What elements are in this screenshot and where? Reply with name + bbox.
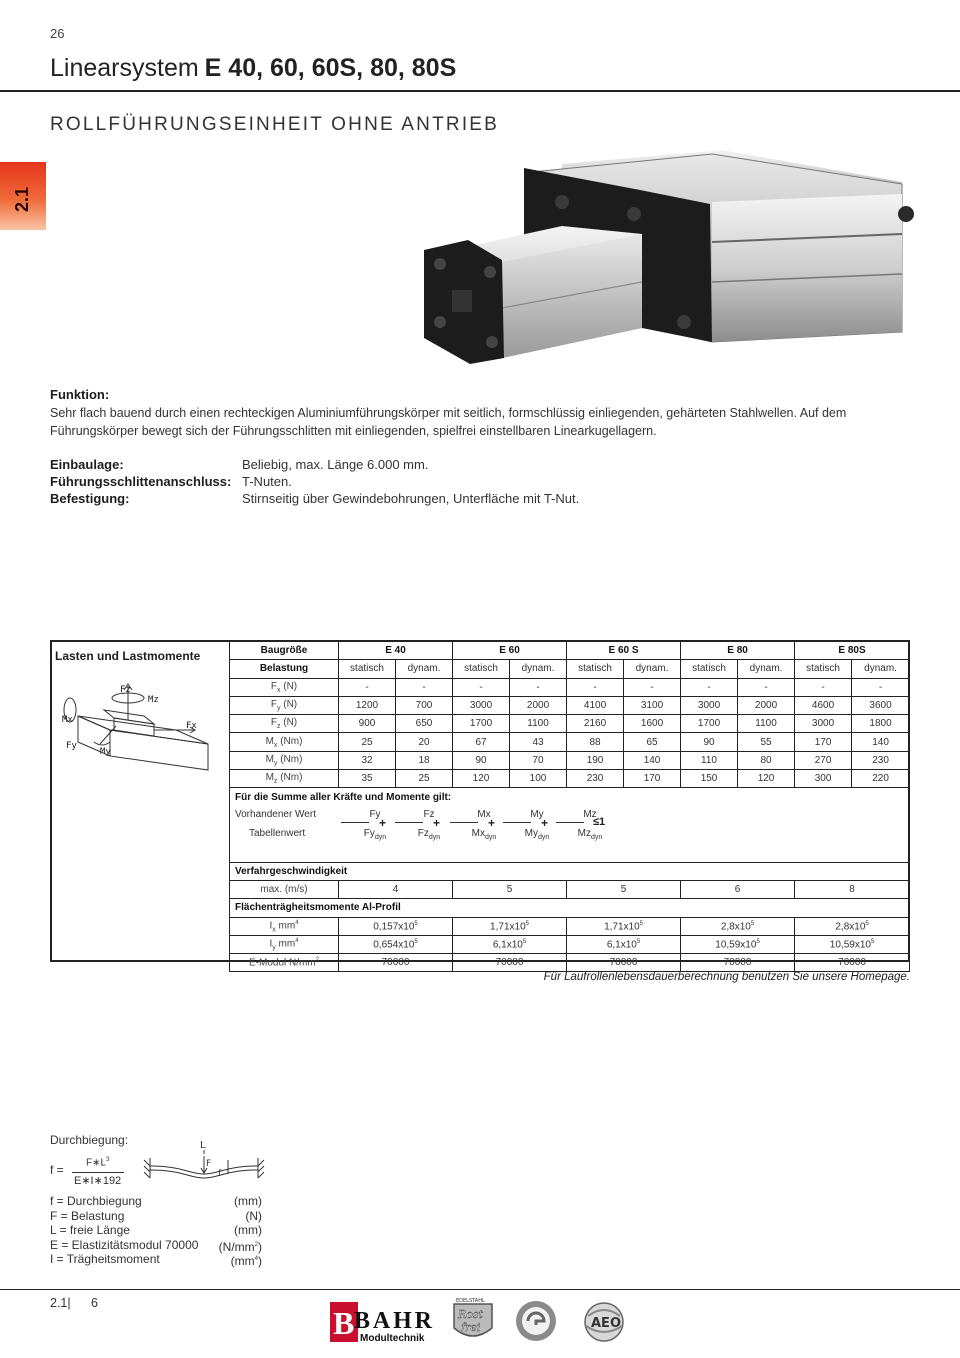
inertia-value xyxy=(453,917,567,935)
load-value: 32 xyxy=(339,751,396,769)
inertia-mantissa: 10,59x10 xyxy=(829,939,871,951)
fraction-denominator xyxy=(409,828,449,841)
legend-unit-pow: 4 xyxy=(254,1256,258,1262)
inertia-mantissa: 1,71x10 xyxy=(490,920,526,932)
load-symbol: F xyxy=(270,680,277,692)
inertia-exponent: 5 xyxy=(750,920,755,927)
load-symbol: F xyxy=(270,717,277,729)
spec-label: Führungsschlittenanschluss: xyxy=(50,474,232,489)
inertia-symbol: I xyxy=(269,938,273,950)
legend-unit xyxy=(234,1223,262,1237)
load-index: x xyxy=(276,686,281,694)
inertia-mantissa: 2,8x10 xyxy=(835,920,866,932)
legend-label: I = Trägheitsmoment xyxy=(50,1252,160,1266)
load-index: z xyxy=(273,778,278,786)
fraction-numerator: Fz xyxy=(423,809,435,820)
fraction-subscript: dyn xyxy=(374,834,387,841)
speed-value: 5 xyxy=(567,880,681,898)
footer-section-number: 2.1 xyxy=(50,1296,68,1310)
load-symbol: M xyxy=(265,735,274,747)
load-value: 170 xyxy=(795,733,852,751)
emodul-value: 70000 xyxy=(681,954,795,972)
load-value: - xyxy=(510,678,567,696)
title-light: Linearsystem xyxy=(50,54,199,82)
inertia-value xyxy=(453,935,567,953)
load-value: - xyxy=(852,678,910,696)
load-row-label xyxy=(230,733,339,751)
load-value: 55 xyxy=(738,733,795,751)
load-value: 3000 xyxy=(453,696,510,714)
speed-value: 8 xyxy=(795,880,910,898)
inertia-value xyxy=(681,935,795,953)
load-value: 1700 xyxy=(453,715,510,733)
load-value: 4600 xyxy=(795,696,852,714)
load-value: 43 xyxy=(510,733,567,751)
inertia-value xyxy=(339,917,453,935)
load-value: 150 xyxy=(681,770,738,788)
spec-value: Beliebig, max. Länge 6.000 mm. xyxy=(242,457,429,472)
legend-label: F = Belastung xyxy=(50,1208,125,1223)
load-row-label xyxy=(230,715,339,733)
load-value: 1100 xyxy=(510,715,567,733)
fraction-subscript: dyn xyxy=(485,834,497,841)
footer-separator: | xyxy=(67,1296,71,1310)
load-value: 3100 xyxy=(624,696,681,714)
inertia-symbol: I xyxy=(269,919,273,931)
title-rule xyxy=(0,90,960,92)
inertia-pow: 4 xyxy=(295,919,299,926)
product-image xyxy=(412,132,920,368)
legend-label: f = Durchbiegung xyxy=(50,1194,142,1208)
static-cell: statisch xyxy=(453,660,510,678)
plus-sign: + xyxy=(488,816,496,830)
fraction-denominator xyxy=(464,828,504,841)
load-value: 2160 xyxy=(567,715,624,733)
function-text: Sehr flach bauend durch einen rechteckigen Aluminiumführungskörper mit seitlich, formschlüssig einliegenden, gehärteten Stahlwellen. Auf dem Führungskörper bewegt sich der Führungsschlitten mit einliegenden, spielfrei einstellbaren Linearkugellagern. xyxy=(50,406,847,438)
static-cell: statisch xyxy=(681,660,738,678)
load-value: 270 xyxy=(795,751,852,769)
inertia-exponent: 5 xyxy=(414,920,418,927)
loads-diagram xyxy=(58,672,226,782)
load-value: 90 xyxy=(453,751,510,769)
inertia-value xyxy=(567,917,681,935)
diagram-label-mz: Mz xyxy=(148,695,159,705)
load-header: Belastung xyxy=(230,660,339,678)
load-value: 4100 xyxy=(567,696,624,714)
load-value: - xyxy=(339,678,396,696)
load-value: 220 xyxy=(852,770,910,788)
fraction-subscript: dyn xyxy=(538,834,550,841)
sum-heading-row xyxy=(230,788,910,806)
legend-unit-text: (N) xyxy=(245,1208,262,1223)
legend-unit-pow: 2 xyxy=(254,1241,258,1248)
load-value: 1200 xyxy=(339,696,396,714)
load-value: - xyxy=(396,678,453,696)
inertia-heading: Flächenträgheitsmomente Al-Profil xyxy=(230,899,910,917)
beam-deflection-label: f xyxy=(218,1169,222,1179)
inertia-pow: 4 xyxy=(295,937,299,944)
load-symbol: F xyxy=(270,699,277,711)
load-row xyxy=(230,733,910,751)
beam-length-label: L xyxy=(200,1140,206,1151)
legend-unit-end: ) xyxy=(258,1254,262,1268)
sum-label-bottom: Tabellenwert xyxy=(249,828,306,839)
inertia-mantissa: 2,8x10 xyxy=(720,920,751,932)
dynamic-cell: dynam. xyxy=(738,660,795,678)
inertia-row xyxy=(230,917,910,935)
load-value: 300 xyxy=(795,770,852,788)
footer-rule xyxy=(0,1289,960,1290)
load-value: 110 xyxy=(681,751,738,769)
load-value: 90 xyxy=(681,733,738,751)
size-cell: E 60 S xyxy=(567,642,681,660)
load-value: - xyxy=(795,678,852,696)
speed-value: 4 xyxy=(339,880,453,898)
load-value: 70 xyxy=(510,751,567,769)
load-index: y xyxy=(276,705,281,713)
fraction-denominator-text: Mz xyxy=(577,828,592,839)
load-value: 35 xyxy=(339,770,396,788)
load-unit: (N) xyxy=(280,717,298,729)
static-cell: statisch xyxy=(795,660,852,678)
legend-unit xyxy=(245,1209,262,1223)
load-value: - xyxy=(624,678,681,696)
speed-value: 5 xyxy=(453,880,567,898)
fraction-denominator-text: Fz xyxy=(417,828,429,839)
load-value: - xyxy=(453,678,510,696)
inertia-value xyxy=(795,935,910,953)
load-symbol: M xyxy=(265,772,274,784)
spec-label: Befestigung: xyxy=(50,491,130,506)
inertia-exponent: 5 xyxy=(870,938,875,945)
static-cell: statisch xyxy=(339,660,396,678)
load-row xyxy=(230,770,910,788)
diagram-label-fy: Fy xyxy=(66,741,77,751)
emodul-value: 70000 xyxy=(567,954,681,972)
size-cell: E 80 xyxy=(681,642,795,660)
fraction-bar xyxy=(450,822,478,823)
load-value: - xyxy=(738,678,795,696)
fraction-numerator: My xyxy=(530,809,544,820)
fraction-numerator: Mx xyxy=(477,809,491,820)
load-unit: (Nm) xyxy=(277,753,303,765)
footer-page: 6 xyxy=(91,1296,98,1310)
load-value: 1800 xyxy=(852,715,910,733)
inertia-label xyxy=(230,917,339,935)
load-row-label xyxy=(230,751,339,769)
inertia-exponent: 5 xyxy=(525,920,529,927)
homepage-note: Für Laufrollenlebensdauerberechnung benutzen Sie unsere Homepage. xyxy=(543,971,910,983)
load-value: - xyxy=(567,678,624,696)
dynamic-cell: dynam. xyxy=(624,660,681,678)
inertia-value xyxy=(339,935,453,953)
emodul-value: 70000 xyxy=(795,954,910,972)
legend-unit-text: (N/mm xyxy=(218,1239,255,1254)
formula-numerator-pow: 3 xyxy=(106,1157,110,1163)
load-unit: (N) xyxy=(280,680,298,692)
legend-unit xyxy=(234,1194,262,1208)
load-value: 25 xyxy=(339,733,396,751)
inertia-value xyxy=(795,917,910,935)
aeo-logo xyxy=(574,1300,634,1344)
fraction-numerator: Fy xyxy=(369,809,381,820)
beam-force-label: F xyxy=(206,1159,212,1169)
load-value: - xyxy=(681,678,738,696)
load-row-label xyxy=(230,696,339,714)
inertia-heading-row xyxy=(230,899,910,917)
dynamic-cell: dynam. xyxy=(510,660,567,678)
load-value: 20 xyxy=(396,733,453,751)
inertia-exponent: 5 xyxy=(639,920,643,927)
spec-value: T-Nuten. xyxy=(242,474,292,489)
load-value: 230 xyxy=(852,751,910,769)
certification-logo xyxy=(514,1299,558,1343)
speed-row xyxy=(230,880,910,898)
fraction-denominator xyxy=(355,828,395,841)
load-value: 88 xyxy=(567,733,624,751)
inertia-exponent: 5 xyxy=(865,920,869,927)
page-title xyxy=(50,54,456,83)
inertia-mantissa: 6,1x10 xyxy=(492,939,523,951)
inertia-value xyxy=(681,917,795,935)
beam-diagram xyxy=(142,1136,266,1182)
bahr-logo-sub: Modultechnik xyxy=(360,1333,425,1344)
fraction-subscript: dyn xyxy=(591,834,603,841)
legend-label: L = freie Länge xyxy=(50,1223,130,1237)
load-index: z xyxy=(276,723,281,731)
fraction-subscript: dyn xyxy=(428,834,441,841)
load-value: 65 xyxy=(624,733,681,751)
page-number: 26 xyxy=(50,26,65,41)
dynamic-cell: dynam. xyxy=(852,660,910,678)
loads-title: Lasten und Lastmomente xyxy=(55,649,201,663)
fraction-numerator: Mz xyxy=(583,809,597,820)
inertia-exponent: 5 xyxy=(756,938,760,945)
sum-label-top: Vorhandener Wert xyxy=(235,809,316,820)
load-symbol: M xyxy=(265,753,274,765)
load-value: 67 xyxy=(453,733,510,751)
load-unit: (N) xyxy=(280,699,298,711)
load-value: 3000 xyxy=(681,696,738,714)
legend-unit xyxy=(231,1252,262,1268)
dynamic-cell: dynam. xyxy=(396,660,453,678)
load-value: 650 xyxy=(396,715,453,733)
bahr-logo-text: BAHR xyxy=(354,1308,432,1334)
load-value: 190 xyxy=(567,751,624,769)
plus-sign: + xyxy=(433,816,441,830)
size-header-row xyxy=(230,642,910,660)
sum-heading: Für die Summe aller Kräfte und Momente gilt: xyxy=(230,788,910,806)
load-value: 2000 xyxy=(510,696,567,714)
load-value: 170 xyxy=(624,770,681,788)
less-equal-one: ≤1 xyxy=(593,816,606,828)
load-value: 140 xyxy=(852,733,910,751)
load-unit: (Nm) xyxy=(277,735,303,747)
speed-label: max. (m/s) xyxy=(230,880,339,898)
load-value: 700 xyxy=(396,696,453,714)
emodul-text: E-Modul N/mm xyxy=(248,957,316,969)
inertia-mantissa: 0,157x10 xyxy=(373,920,415,932)
fraction-denominator-text: Fy xyxy=(363,828,375,839)
size-cell: E 80S xyxy=(795,642,910,660)
load-value: 1100 xyxy=(738,715,795,733)
inertia-mantissa: 1,71x10 xyxy=(604,920,640,932)
fraction-bar xyxy=(503,822,531,823)
footer-section xyxy=(50,1296,71,1310)
load-index: y xyxy=(273,759,278,767)
title-bold: E 40, 60, 60S, 80, 80S xyxy=(204,54,457,82)
rostfrei-logo-line2: frei xyxy=(461,1321,481,1334)
load-row xyxy=(230,751,910,769)
load-index: x xyxy=(273,741,278,749)
load-value: 1600 xyxy=(624,715,681,733)
rostfrei-logo xyxy=(452,1298,494,1344)
emodul-pow: 2 xyxy=(315,957,320,964)
fraction-denominator-text: Mx xyxy=(471,828,486,839)
fraction-bar xyxy=(395,822,423,823)
inertia-index: x xyxy=(272,925,276,933)
load-value: 3600 xyxy=(852,696,910,714)
deflection-formula xyxy=(50,1155,140,1189)
rostfrei-logo-top: EDELSTAHL xyxy=(456,1298,485,1304)
diagram-label-fz: Fz xyxy=(120,685,131,695)
speed-value: 6 xyxy=(681,880,795,898)
load-value: 18 xyxy=(396,751,453,769)
plus-sign: + xyxy=(379,816,387,830)
emodul-value: 70000 xyxy=(339,954,453,972)
svg-text:B: B xyxy=(333,1305,355,1341)
size-header: Baugröße xyxy=(230,642,339,660)
legend-unit-text: (mm) xyxy=(234,1223,262,1237)
speed-heading-row xyxy=(230,862,910,880)
deflection-heading: Durchbiegung: xyxy=(50,1133,129,1147)
speed-heading: Verfahrgeschwindigkeit xyxy=(230,862,910,880)
load-value: 25 xyxy=(396,770,453,788)
legend-unit-end: ) xyxy=(258,1239,262,1254)
formula-numerator-text: F∗L xyxy=(86,1157,107,1169)
fraction-denominator xyxy=(517,828,557,841)
load-unit: (Nm) xyxy=(277,772,303,784)
size-cell: E 60 xyxy=(453,642,567,660)
inertia-label xyxy=(230,935,339,953)
section-tab xyxy=(0,162,46,230)
legend-label: E = Elastizitätsmodul 70000 xyxy=(50,1237,199,1252)
inertia-mantissa: 0,654x10 xyxy=(373,939,415,951)
inertia-exponent: 5 xyxy=(636,938,641,945)
load-row-label xyxy=(230,770,339,788)
load-value: 120 xyxy=(453,770,510,788)
inertia-unit: mm xyxy=(275,919,296,931)
load-value: 80 xyxy=(738,751,795,769)
plus-sign: + xyxy=(541,816,549,830)
load-value: 140 xyxy=(624,751,681,769)
emodul-row xyxy=(230,954,910,972)
formula-f-eq: f = xyxy=(50,1163,64,1177)
formula-denominator: E∗I∗192 xyxy=(74,1175,122,1187)
inertia-index: y xyxy=(272,944,276,952)
load-value: 1700 xyxy=(681,715,738,733)
formula-bar xyxy=(72,1172,124,1173)
bahr-logo xyxy=(330,1300,434,1344)
diagram-label-fx: Fx xyxy=(186,721,197,731)
spec-value: Stirnseitig über Gewindebohrungen, Unterfläche mit T-Nut. xyxy=(242,491,580,506)
fraction-bar xyxy=(556,822,584,823)
inertia-exponent: 5 xyxy=(414,938,418,945)
diagram-label-my: My xyxy=(100,747,111,757)
inertia-unit: mm xyxy=(275,938,296,950)
section-tab-label: 2.1 xyxy=(12,186,32,212)
inertia-mantissa: 6,1x10 xyxy=(606,939,637,951)
load-row xyxy=(230,678,910,696)
inertia-value xyxy=(567,935,681,953)
load-value: 3000 xyxy=(795,715,852,733)
load-value: 900 xyxy=(339,715,396,733)
rostfrei-logo-line1: Rost xyxy=(458,1308,483,1321)
legend-unit-text: (mm xyxy=(230,1254,255,1268)
fraction-bar xyxy=(341,822,369,823)
load-value: 2000 xyxy=(738,696,795,714)
fraction-denominator xyxy=(570,828,610,841)
inertia-row xyxy=(230,935,910,953)
function-heading: Funktion: xyxy=(50,387,110,402)
load-value: 230 xyxy=(567,770,624,788)
load-row xyxy=(230,715,910,733)
load-value: 120 xyxy=(738,770,795,788)
load-value: 100 xyxy=(510,770,567,788)
load-row-label xyxy=(230,678,339,696)
formula-numerator xyxy=(86,1157,109,1168)
legend-unit-text: (mm) xyxy=(234,1194,262,1208)
diagram-label-mx: Mx xyxy=(62,715,73,725)
spec-label: Einbaulage: xyxy=(50,457,124,472)
emodul-label xyxy=(230,954,339,972)
emodul-value: 70000 xyxy=(453,954,567,972)
subtitle: ROLLFÜHRUNGSEINHEIT OHNE ANTRIEB xyxy=(50,114,500,135)
sum-formula xyxy=(229,806,910,850)
load-row xyxy=(230,696,910,714)
inertia-exponent: 5 xyxy=(522,938,527,945)
fraction-denominator-text: My xyxy=(524,828,539,839)
size-cell: E 40 xyxy=(339,642,453,660)
static-cell: statisch xyxy=(567,660,624,678)
aeo-logo-text: AEO xyxy=(591,1316,621,1331)
inertia-mantissa: 10,59x10 xyxy=(715,939,757,951)
load-type-row xyxy=(230,660,910,678)
